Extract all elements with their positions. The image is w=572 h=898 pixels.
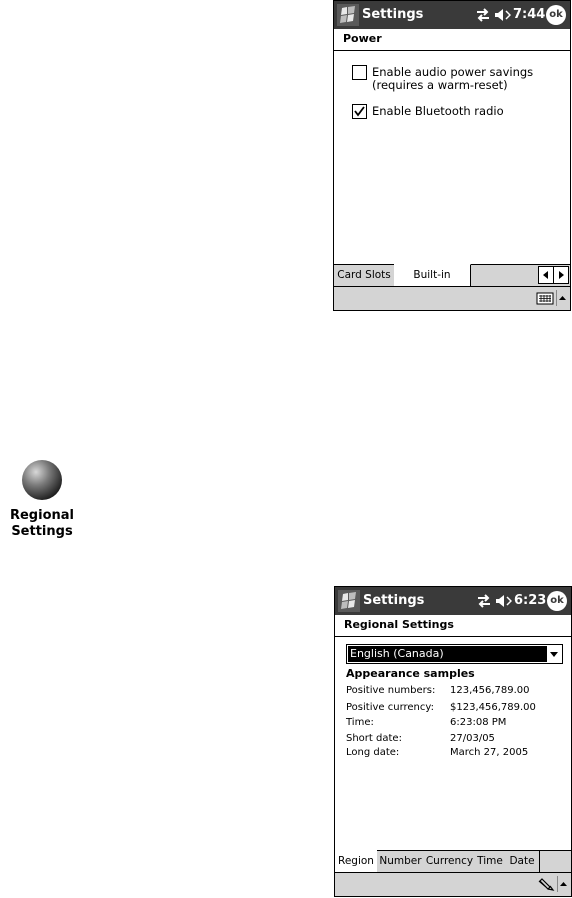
tab-date[interactable]: Date xyxy=(505,850,540,872)
windows-start-icon[interactable] xyxy=(338,590,360,612)
windows-start-icon[interactable] xyxy=(337,4,359,26)
connectivity-icon[interactable] xyxy=(475,7,491,23)
locale-selected-value: English (Canada) xyxy=(348,646,547,662)
connectivity-icon[interactable] xyxy=(476,593,492,609)
positive-currency-label: Positive currency: xyxy=(346,702,434,713)
ok-button[interactable]: ok xyxy=(547,591,567,611)
tab-scroll-right-button[interactable] xyxy=(553,266,569,284)
command-bar xyxy=(334,286,570,310)
globe-icon xyxy=(20,458,64,502)
warm-reset-note: (requires a warm-reset) xyxy=(372,78,508,92)
clock[interactable]: 7:44 xyxy=(513,7,546,22)
tab-built-in-devices[interactable]: Built-in xyxy=(394,264,471,286)
positive-numbers-label: Positive numbers: xyxy=(346,685,436,696)
short-date-label: Short date: xyxy=(346,733,402,744)
speaker-muted-icon[interactable] xyxy=(494,7,511,23)
time-value: 6:23:08 PM xyxy=(450,717,507,728)
page-header: Power xyxy=(334,29,570,51)
input-panel-up-arrow-icon[interactable] xyxy=(557,876,569,892)
tab-scroll-left-button[interactable] xyxy=(538,266,554,284)
samples-heading: Appearance samples xyxy=(346,667,475,680)
tab-number[interactable]: Number xyxy=(377,850,425,872)
tab-strip xyxy=(334,264,570,287)
tab-time[interactable]: Time xyxy=(475,850,506,872)
left-arrow-icon xyxy=(539,267,553,283)
long-date-value: March 27, 2005 xyxy=(450,747,529,758)
window-title: Settings xyxy=(362,7,424,22)
title-bar xyxy=(335,587,571,615)
page-header: Regional Settings xyxy=(335,615,571,637)
window-title: Settings xyxy=(363,593,425,608)
chevron-down-icon[interactable] xyxy=(547,646,561,662)
time-label: Time: xyxy=(346,717,374,728)
regional-settings-launcher[interactable] xyxy=(6,458,78,542)
audio-power-savings-label[interactable] xyxy=(372,66,533,92)
tab-currency[interactable]: Currency xyxy=(424,850,476,872)
pen-input-icon[interactable] xyxy=(537,876,555,892)
bluetooth-radio-label[interactable]: Enable Bluetooth radio xyxy=(372,104,504,118)
audio-power-savings-checkbox[interactable] xyxy=(352,65,367,80)
long-date-label: Long date: xyxy=(346,747,400,758)
power-settings-screen xyxy=(333,0,571,311)
short-date-value: 27/03/05 xyxy=(450,733,495,744)
regional-settings-screen xyxy=(334,586,572,897)
clock[interactable]: 6:23 xyxy=(514,593,547,608)
right-arrow-icon xyxy=(554,267,568,283)
audio-power-savings-text: Enable audio power savings xyxy=(372,65,534,79)
regional-settings-label xyxy=(6,508,78,540)
positive-numbers-value: 123,456,789.00 xyxy=(450,685,530,696)
speaker-muted-icon[interactable] xyxy=(495,593,512,609)
bluetooth-radio-checkbox[interactable] xyxy=(352,104,367,119)
command-bar xyxy=(335,872,571,896)
tab-card-slots[interactable]: Card Slots xyxy=(334,264,395,286)
label-line-1: Regional xyxy=(9,508,74,523)
checkmark-icon xyxy=(353,105,366,118)
positive-currency-value: $123,456,789.00 xyxy=(450,702,536,713)
locale-dropdown[interactable] xyxy=(346,644,563,664)
tab-region[interactable]: Region xyxy=(335,850,378,872)
tab-strip xyxy=(335,850,571,873)
title-bar xyxy=(334,1,570,29)
label-line-2: Settings xyxy=(11,524,73,539)
keyboard-icon[interactable] xyxy=(536,290,554,306)
input-panel-up-arrow-icon[interactable] xyxy=(556,290,568,306)
ok-button[interactable]: ok xyxy=(546,5,566,25)
